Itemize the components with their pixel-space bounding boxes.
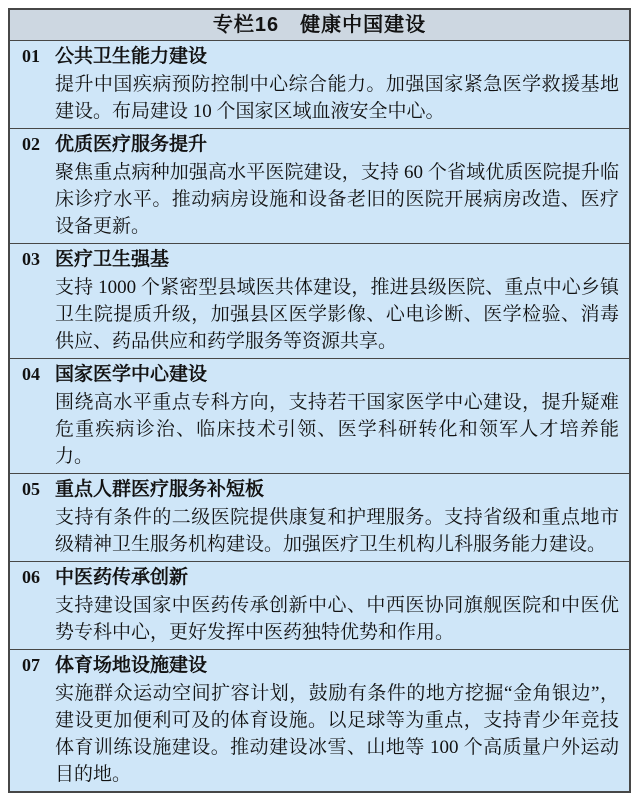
item-body: 支持有条件的二级医院提供康复和护理服务。支持省级和重点地市级精神卫生服务机构建设。加强医疗卫生机构儿科服务能力建设。 — [55, 507, 619, 555]
item-body: 支持 1000 个紧密型县域医共体建设，推进县级医院、重点中心乡镇卫生院提质升级，加强县区医学影像、心电诊断、医学检验、消毒供应、药品供应和药学服务等资源共享。 — [55, 277, 619, 352]
section-06 — [10, 561, 629, 649]
item-body: 聚焦重点病种加强高水平医院建设，支持 60 个省域优质医院提升临床诊疗水平。推动病房设施和设备老旧的医院开展病房改造、医疗设备更新。 — [55, 162, 619, 237]
column-box — [8, 8, 631, 793]
section-03 — [10, 243, 629, 358]
item-number: 02 — [22, 134, 40, 154]
item-number: 05 — [22, 479, 40, 499]
item-title: 中医药传承创新 — [55, 567, 189, 588]
item-title: 公共卫生能力建设 — [55, 46, 208, 67]
section-04 — [10, 358, 629, 473]
item-number: 07 — [22, 655, 40, 675]
section-07 — [10, 649, 629, 791]
item-title: 医疗卫生强基 — [55, 249, 170, 270]
section-02 — [10, 128, 629, 243]
item-body: 支持建设国家中医药传承创新中心、中西医协同旗舰医院和中医优势专科中心，更好发挥中医药独特优势和作用。 — [55, 595, 619, 643]
section-head — [10, 564, 619, 592]
sections — [10, 41, 629, 791]
section-head — [10, 476, 619, 504]
section-01 — [10, 41, 629, 128]
column-title: 专栏16 健康中国建设 — [212, 14, 427, 36]
column-header — [10, 10, 629, 41]
item-body: 围绕高水平重点专科方向，支持若干国家医学中心建设，提升疑难危重疾病诊治、临床技术引领、医学科研转化和领军人才培养能力。 — [55, 392, 619, 467]
item-number: 03 — [22, 249, 40, 269]
item-body: 提升中国疾病预防控制中心综合能力。加强国家紧急医学救援基地建设。布局建设 10 个国家区域血液安全中心。 — [55, 74, 619, 122]
item-title: 国家医学中心建设 — [55, 364, 208, 385]
section-head — [10, 652, 619, 680]
item-body: 实施群众运动空间扩容计划，鼓励有条件的地方挖掘“金角银边”，建设更加便利可及的体育设施。以足球等为重点，支持青少年竞技体育训练设施建设。推动建设冰雪、山地等 100 个高质量户外运动目的地。 — [55, 683, 619, 785]
item-title: 体育场地设施建设 — [55, 655, 208, 676]
section-head — [10, 43, 619, 71]
item-title: 重点人群医疗服务补短板 — [55, 479, 265, 500]
item-title: 优质医疗服务提升 — [55, 134, 208, 155]
item-number: 01 — [22, 46, 40, 66]
section-head — [10, 246, 619, 274]
item-number: 04 — [22, 364, 40, 384]
section-05 — [10, 473, 629, 561]
item-number: 06 — [22, 567, 40, 587]
section-head — [10, 131, 619, 159]
section-head — [10, 361, 619, 389]
